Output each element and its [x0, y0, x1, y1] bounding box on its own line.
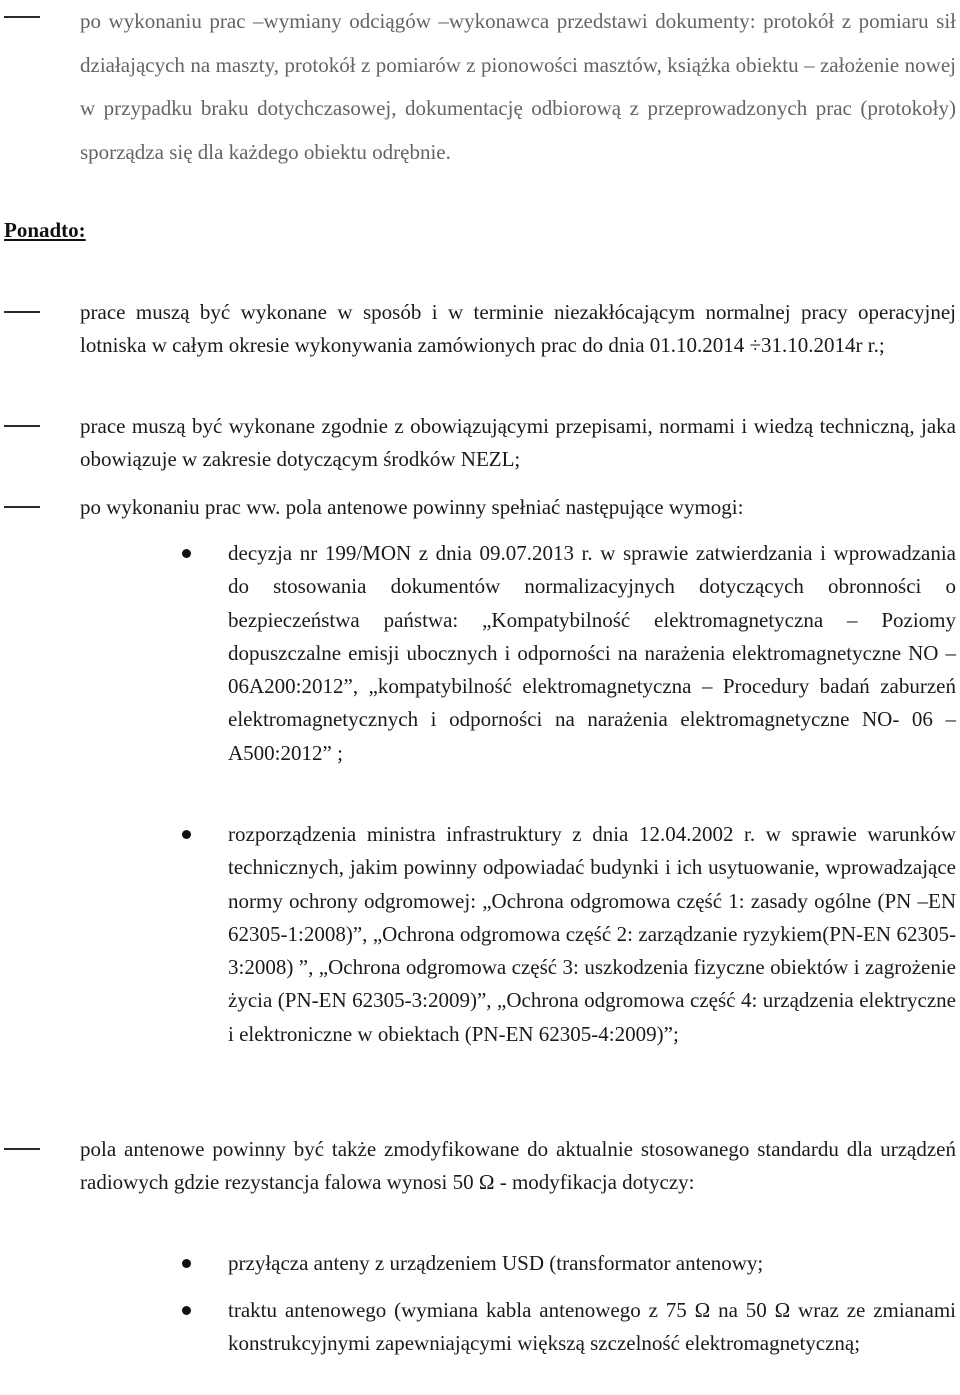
section-heading: Ponadto:: [4, 218, 86, 242]
list-item-requirements: [4, 491, 956, 524]
bullet-decision-text: decyzja nr 199/MON z dnia 09.07.2013 r. w sprawie zatwierdzania i wprowadzania do stosowania dokumentów normalizacyjnych dotyczących obronności o bezpieczeństwa państwa: „Kompatybilność elektromagnetyczna – Poziomy dopuszczalne emisji ubocznych i odporności na narażenia elektromagnetyczne NO – 06A200:2012”, „kompatybilność elektromagnetyczna – Procedury badań zaburzeń elektromagnetycznych i odporności na narażenia elektromagnetyczne NO- 06 – A500:2012” ;: [228, 541, 956, 765]
bullet-marker: [182, 1259, 191, 1268]
bullet-marker: [182, 549, 191, 558]
dash-marker: [4, 16, 40, 18]
paragraph-documents: po wykonaniu prac –wymiany odciągów –wykonawca przedstawi dokumenty: protokół z pomiaru sił działających na maszty, protokół z pomiarów z pionowości masztów, książka obiektu – założenie nowej w przypadku braku dotychczasowej, dokumentację odbiorową z przeprowadzonych prac (protokoły) sporządza się dla każdego obiektu odrębnie.: [80, 9, 956, 164]
dash-marker: [4, 1148, 40, 1150]
list-item-schedule: [4, 296, 956, 363]
dash-marker: [4, 311, 40, 313]
bullet-marker: [182, 830, 191, 839]
bullet-ordinance-text: rozporządzenia ministra infrastruktury z dnia 12.04.2002 r. w sprawie warunków technicznych, jakim powinny odpowiadać budynki i ich usytuowanie, wprowadzające normy ochrony odgromowej: „Ochrona odgromowa część 1: zasady ogólne (PN –EN 62305-1:2008)”, „Ochrona odgromowa część 2: zarządzanie ryzykiem(PN-EN 62305-3:2008) ”, „Ochrona odgromowa część 3: uszkodzenia fizyczne obiektów i zagrożenie życia (PN-EN 62305-3:2009)”, „Ochrona odgromowa część 4: urządzenia elektryczne i elektroniczne w obiektach (PN-EN 62305-4:2009)”;: [228, 822, 956, 1046]
list-item-modification: [4, 1133, 956, 1200]
bullet-marker: [182, 1306, 191, 1315]
list-item-regulations: [4, 410, 956, 477]
bullet-item-feeder: [182, 1294, 956, 1361]
paragraph-regulations: prace muszą być wykonane zgodnie z obowiązującymi przepisami, normami i wiedzą techniczną, jaka obowiązuje w zakresie dotyczącym środków NEZL;: [80, 414, 956, 472]
paragraph-modification: pola antenowe powinny być także zmodyfikowane do aktualnie stosowanego standardu dla urządzeń radiowych gdzie rezystancja falowa wynosi 50 Ω - modyfikacja dotyczy:: [80, 1137, 956, 1195]
bullet-item-ordinance: [182, 818, 956, 1051]
list-item-documents: [4, 0, 956, 174]
bullet-connector-text: przyłącza anteny z urządzeniem USD (transformator antenowy;: [228, 1251, 764, 1275]
paragraph-requirements: po wykonaniu prac ww. pola antenowe powinny spełniać następujące wymogi:: [80, 495, 744, 519]
bullet-item-connector: [182, 1247, 956, 1280]
dash-marker: [4, 425, 40, 427]
bullet-item-decision: [182, 537, 956, 770]
bullet-feeder-text: traktu antenowego (wymiana kabla antenowego z 75 Ω na 50 Ω wraz ze zmianami konstrukcyjnymi zapewniającymi większą szczelność elektromagnetyczną;: [228, 1298, 956, 1356]
dash-marker: [4, 506, 40, 508]
paragraph-schedule: prace muszą być wykonane w sposób i w terminie niezakłócającym normalnej pracy operacyjnej lotniska w całym okresie wykonywania zamówionych prac do dnia 01.10.2014 ÷31.10.2014r r.;: [80, 300, 956, 358]
